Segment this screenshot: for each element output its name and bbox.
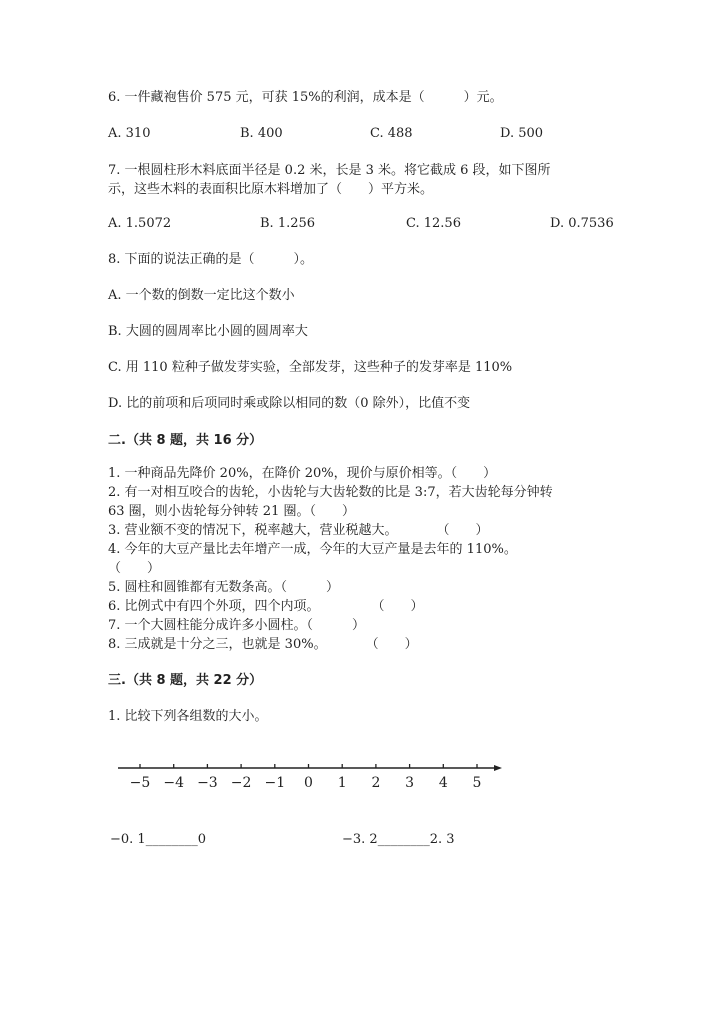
q7-option-c: C. 12.56	[406, 216, 461, 231]
q8-option-a: A. 一个数的倒数一定比这个数小	[108, 288, 295, 303]
number-line-label: −4	[163, 775, 185, 791]
tf-line: 7. 一个大圆柱能分成许多小圆柱。（ ）	[108, 618, 366, 633]
number-line-label: 2	[371, 775, 381, 791]
q7-option-a: A. 1.5072	[108, 216, 172, 231]
number-line-label: 5	[472, 775, 482, 791]
tf-line: 6. 比例式中有四个外项，四个内项。 （ ）	[108, 599, 424, 614]
number-line-label: 3	[405, 775, 415, 791]
number-line-label: −5	[129, 775, 151, 791]
compare-1: −0. 1________0	[110, 832, 206, 847]
q7-option-d: D. 0.7536	[550, 216, 614, 231]
section-2-heading: 二.（共 8 题，共 16 分）	[108, 433, 263, 448]
q6-option-a: A. 310	[108, 126, 151, 141]
q6-option-d: D. 500	[500, 126, 544, 141]
number-line-label: 0	[304, 775, 313, 791]
compare-2: −3. 2________2. 3	[342, 832, 455, 847]
section-3-heading: 三.（共 8 题，共 22 分）	[108, 673, 263, 688]
number-line-label: 1	[337, 775, 347, 791]
tf-line: 63 圈，则小齿轮每分钟转 21 圈。（ ）	[108, 504, 355, 519]
q8-option-c: C. 用 110 粒种子做发芽实验，全部发芽，这些种子的发芽率是 110%	[108, 360, 513, 375]
question-7-line1: 7. 一根圆柱形木料底面半径是 0.2 米，长是 3 米。将它截成 6 段，如下图所	[108, 163, 551, 178]
q6-option-b: B. 400	[240, 126, 283, 141]
number-line-label: −3	[197, 775, 218, 791]
tf-line: （ ）	[108, 561, 161, 576]
number-line-label: 4	[438, 775, 448, 791]
tf-line: 4. 今年的大豆产量比去年增产一成，今年的大豆产量是去年的 110%。	[108, 542, 517, 557]
number-line-arrow-icon	[494, 765, 502, 771]
q6-option-c: C. 488	[370, 126, 413, 141]
number-line	[110, 755, 510, 800]
question-7-line2: 示，这些木料的表面积比原木料增加了（ ）平方米。	[108, 182, 434, 197]
question-8: 8. 下面的说法正确的是（ ）。	[108, 252, 314, 267]
section-3-question-1: 1. 比较下列各组数的大小。	[108, 709, 268, 724]
tf-line: 2. 有一对相互咬合的齿轮，小齿轮与大齿轮数的比是 3:7，若大齿轮每分钟转	[108, 485, 553, 500]
tf-line: 8. 三成就是十分之三，也就是 30%。 （ ）	[108, 637, 418, 652]
q8-option-d: D. 比的前项和后项同时乘或除以相同的数（0 除外），比值不变	[108, 396, 471, 411]
q7-option-b: B. 1.256	[260, 216, 316, 231]
tf-line: 3. 营业额不变的情况下，税率越大，营业税越大。 （ ）	[108, 523, 489, 538]
tf-line: 5. 圆柱和圆锥都有无数条高。（ ）	[108, 580, 340, 595]
tf-line: 1. 一种商品先降价 20%，在降价 20%，现价与原价相等。（ ）	[108, 466, 497, 481]
number-line-label: −2	[230, 775, 252, 791]
number-line-label: −1	[264, 775, 286, 791]
question-6: 6. 一件藏袍售价 575 元，可获 15%的利润，成本是（ ）元。	[108, 90, 503, 105]
q8-option-b: B. 大圆的圆周率比小圆的圆周率大	[108, 324, 308, 339]
